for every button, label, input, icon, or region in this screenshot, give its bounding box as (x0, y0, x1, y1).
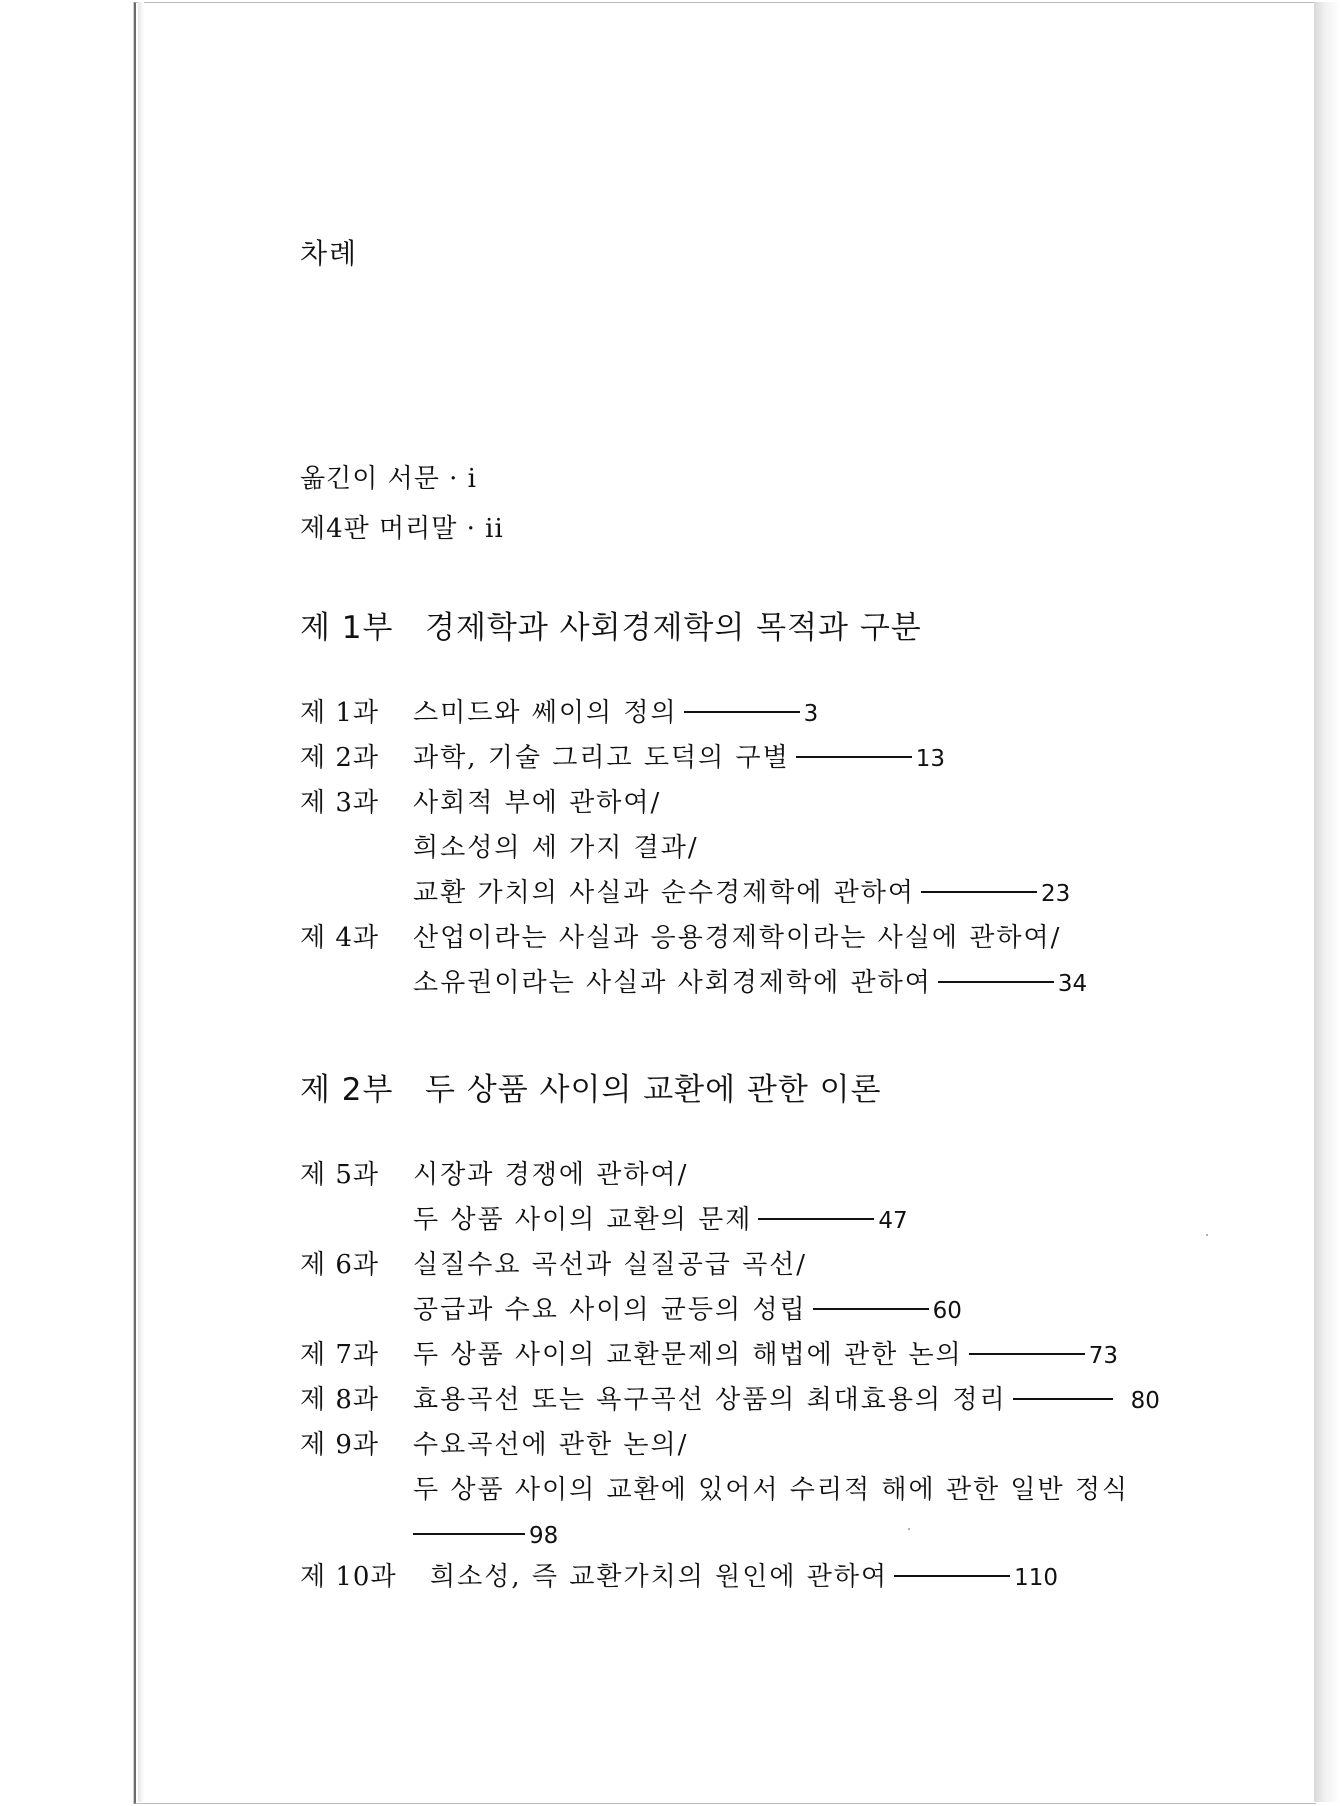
lesson-3-title-line-2: 희소성의 세 가지 결과/ (413, 833, 699, 863)
lesson-3-title-line-3: 교환 가치의 사실과 순수경제학에 관하여 (413, 878, 916, 908)
leader-dash (1013, 1398, 1113, 1400)
leader-dash (921, 891, 1037, 893)
lesson-8-label: 제 8과 (300, 1385, 380, 1415)
lesson-6-label: 제 6과 (300, 1250, 380, 1280)
lesson-4-title-line-2: 소유권이라는 사실과 사회경제학에 관하여 (413, 968, 932, 998)
lesson-7-label: 제 7과 (300, 1340, 380, 1370)
lesson-9-page: 98 (529, 1523, 559, 1549)
lesson-1-label: 제 1과 (300, 698, 380, 728)
part-1-title: 경제학과 사회경제학의 목적과 구분 (425, 610, 922, 646)
part-2-title: 두 상품 사이의 교환에 관한 이론 (425, 1072, 882, 1108)
scan-speck (908, 1528, 910, 1530)
lesson-10-label: 제 10과 (300, 1562, 397, 1592)
lesson-7-title: 두 상품 사이의 교환문제의 해법에 관한 논의 (413, 1340, 963, 1370)
leader-dash (969, 1353, 1085, 1355)
lesson-7-page: 73 (1088, 1343, 1118, 1369)
page-spine (138, 2, 144, 1802)
lesson-9-label: 제 9과 (300, 1430, 380, 1460)
lesson-4-page: 34 (1057, 971, 1088, 997)
lesson-3-page: 23 (1041, 881, 1071, 907)
page-edge-shadow (1314, 2, 1340, 1802)
lesson-5-title-line-2: 두 상품 사이의 교환의 문제 (413, 1205, 753, 1235)
part-2-heading (300, 1064, 882, 1109)
lesson-5-label: 제 5과 (300, 1160, 380, 1190)
leader-dash (684, 711, 800, 713)
lesson-1-title: 스미드와 쎄이의 정의 (413, 698, 678, 728)
lesson-1-page: 3 (803, 701, 819, 727)
lesson-2-label: 제 2과 (300, 743, 380, 773)
front-matter-translator-preface: 옮긴이 서문 · i (300, 464, 477, 494)
toc-title: 차례 (300, 237, 359, 270)
part-1-label: 제 1부 (300, 610, 394, 646)
leader-dash (938, 981, 1054, 983)
lesson-6-title-line-1: 실질수요 곡선과 실질공급 곡선/ (413, 1250, 808, 1280)
lesson-9-title-line-2: 두 상품 사이의 교환에 있어서 수리적 해에 관한 일반 정식 (413, 1475, 1130, 1505)
scan-speck (1206, 1234, 1208, 1236)
leader-dash (758, 1218, 874, 1220)
lesson-6-title-line-2: 공급과 수요 사이의 균등의 성립 (413, 1295, 807, 1325)
lesson-4-label: 제 4과 (300, 923, 380, 953)
part-2-label: 제 2부 (300, 1072, 394, 1108)
leader-dash (813, 1308, 929, 1310)
lesson-5-page: 47 (878, 1208, 908, 1234)
lesson-2-title: 과학, 기술 그리고 도덕의 구별 (413, 743, 790, 773)
lesson-10-title: 희소성, 즉 교환가치의 원인에 관하여 (430, 1562, 889, 1592)
lesson-9-title-line-1: 수요곡선에 관한 논의/ (413, 1430, 689, 1460)
lesson-2-page: 13 (915, 746, 945, 772)
front-matter-4th-edition-preface: 제4판 머리말 · ii (300, 514, 504, 544)
part-1-heading (300, 602, 922, 647)
lesson-4-title-line-1: 산업이라는 사실과 응용경제학이라는 사실에 관하여/ (413, 923, 1062, 953)
leader-dash (796, 756, 912, 758)
leader-dash (413, 1533, 525, 1535)
lesson-5-title-line-1: 시장과 경쟁에 관하여/ (413, 1160, 689, 1190)
lesson-10-page: 110 (1014, 1565, 1058, 1591)
lesson-6-page: 60 (932, 1298, 962, 1324)
lesson-3-title-line-1: 사회적 부에 관하여/ (413, 788, 662, 818)
lesson-3-label: 제 3과 (300, 788, 380, 818)
lesson-8-title: 효용곡선 또는 욕구곡선 상품의 최대효용의 정리 (413, 1385, 1007, 1415)
lesson-8-page: 80 (1130, 1388, 1160, 1414)
leader-dash (894, 1575, 1010, 1577)
